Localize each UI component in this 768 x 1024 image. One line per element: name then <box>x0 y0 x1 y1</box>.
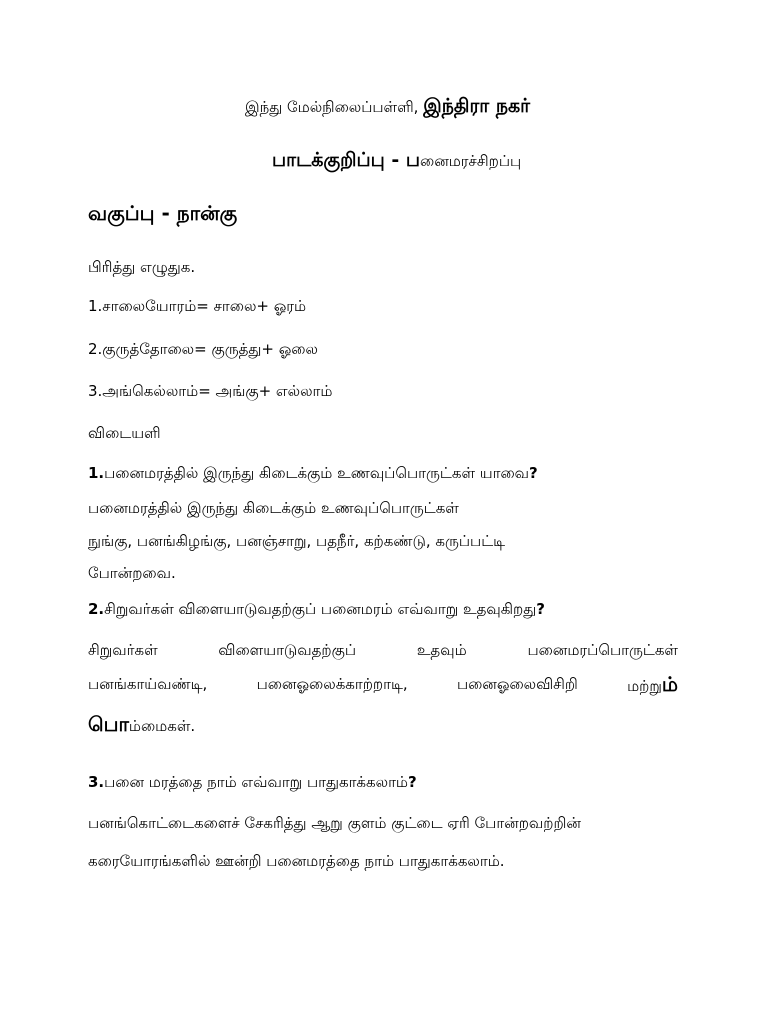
answer-1-line-3: போன்றவை. <box>88 564 176 582</box>
answer-2-word: விளையாடுவதற்குப் <box>218 641 357 659</box>
answer-2-word: பனைஓலைக்காற்றாடி, <box>256 675 408 693</box>
school-line <box>245 96 530 117</box>
question-2-text: சிறுவர்கள் விளையாடுவதற்குப் பனைமரம் எவ்வாறு உதவுகிறது <box>104 600 537 618</box>
answer-3-line-2: கரையோரங்களில் ஊன்றி பனைமரத்தை நாம் பாதுகாக்கலாம். <box>88 852 505 870</box>
question-3-mark: ? <box>407 773 417 791</box>
answer-2-line-2 <box>88 674 678 696</box>
answer-2-word: பனைமரப்பொருட்கள் <box>527 641 678 659</box>
answer-2-line-3 <box>88 714 195 736</box>
school-place: இந்திரா நகர் <box>423 95 531 117</box>
notes-title: பாடக்குறிப்பு - <box>272 149 406 171</box>
answer-2-word-end-b: ம் <box>661 672 678 696</box>
notes-title-line <box>272 150 521 171</box>
question-2 <box>88 599 545 619</box>
question-1-mark: ? <box>529 464 538 482</box>
notes-topic-initial: ப <box>405 149 420 171</box>
answer-2-word: உதவும் <box>416 641 467 659</box>
answer-1-line-2: நுங்கு, பனங்கிழங்கு, பனஞ்சாறு, பதநீர், கற்கண்டு, கருப்பட்டி <box>88 532 506 550</box>
split-item-2: 2.குருத்தோலை= குருத்து+ ஓலை <box>88 340 318 358</box>
question-3-number: 3. <box>88 773 105 791</box>
split-item-3: 3.அங்கெல்லாம்= அங்கு+ எல்லாம் <box>88 382 333 400</box>
answer-3-line-1: பனங்கொட்டைகளைச் சேகரித்து ஆறு குளம் குட்டை ஏரி போன்றவற்றின் <box>88 814 581 832</box>
answer-2-line-1 <box>88 640 678 660</box>
question-3 <box>88 772 417 792</box>
question-2-mark: ? <box>536 600 545 618</box>
class-heading: வகுப்பு - நான்கு <box>88 201 238 225</box>
split-instruction: பிரித்து எழுதுக. <box>88 258 196 276</box>
answer-2-word-end <box>627 674 678 696</box>
answer-2-word-end-a: மற்று <box>627 677 662 695</box>
notes-topic: னைமரச்சிறப்பு <box>420 152 522 170</box>
answer-2-word: பனங்காய்வண்டி, <box>88 675 208 693</box>
question-1 <box>88 463 538 483</box>
question-1-text: பனைமரத்தில் இருந்து கிடைக்கும் உணவுப்பொருட்கள் யாவை <box>104 464 530 482</box>
school-name: இந்து மேல்நிலைப்பள்ளி, <box>245 98 424 116</box>
question-2-number: 2. <box>88 600 105 618</box>
answer-1-line-1: பனைமரத்தில் இருந்து கிடைக்கும் உணவுப்பொருட்கள் <box>88 499 459 517</box>
answer-2-line-3-rest: ம்மைகள். <box>128 717 196 735</box>
answer-2-word: பனைஓலைவிசிறி <box>456 675 578 693</box>
answer-2-line-3-start: பொ <box>88 712 129 736</box>
answer-section-label: விடையளி <box>88 424 161 442</box>
question-1-number: 1. <box>88 464 105 482</box>
question-3-text: பனை மரத்தை நாம் எவ்வாறு பாதுகாக்கலாம் <box>104 773 408 791</box>
split-item-1: 1.சாலையோரம்= சாலை+ ஓரம் <box>88 297 307 315</box>
answer-2-word: சிறுவர்கள் <box>88 641 158 659</box>
